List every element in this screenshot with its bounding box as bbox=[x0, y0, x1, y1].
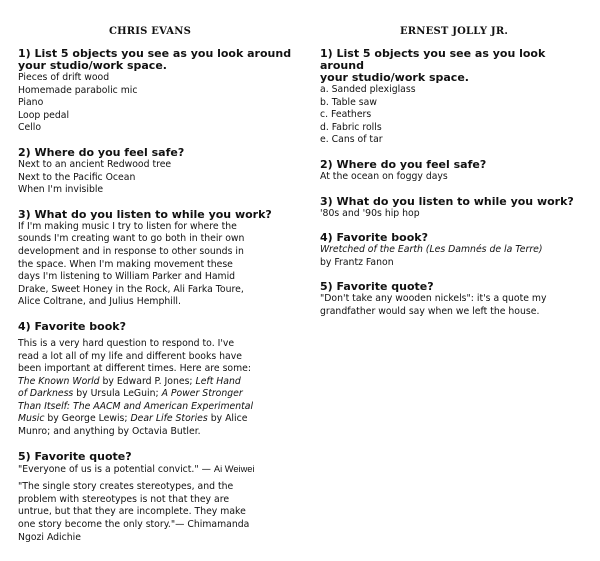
right-column bbox=[320, 0, 588, 319]
book-title: Left Hand of Darkness bbox=[18, 375, 241, 400]
answer-text: At the ocean on foggy days bbox=[320, 170, 448, 182]
book-title-text: Wretched of the Earth (Les Damnés de la Terre) bbox=[320, 244, 543, 256]
quote-author: Ai Weiwei bbox=[213, 463, 255, 474]
question-1: 1) List 5 objects you see as you look around your studio/work space. bbox=[18, 47, 292, 72]
answer-item: Loop pedal bbox=[18, 109, 70, 121]
answer-line: Next to the Pacific Ocean bbox=[18, 171, 136, 183]
answer-item: a. Sanded plexiglass bbox=[320, 84, 416, 95]
answer-item: Homemade parabolic mic bbox=[18, 84, 138, 96]
answer-line: When I'm invisible bbox=[18, 184, 104, 196]
question-4: 4) Favorite book? bbox=[18, 319, 126, 333]
book-title: Dear Life Stories bbox=[130, 413, 208, 425]
book-title: The Known World bbox=[18, 375, 100, 387]
answer-text: '80s and '90s hip hop bbox=[320, 207, 420, 219]
answer-item: d. Fabric rolls bbox=[320, 121, 382, 133]
question-3: 3) What do you listen to while you work? bbox=[320, 194, 574, 208]
question-1: 1) List 5 objects you see as you look around your studio/work space. bbox=[320, 47, 546, 84]
left-column bbox=[18, 0, 298, 544]
answer-item: c. Feathers bbox=[320, 109, 372, 121]
quote-text: "Everyone of us is a potential convict." — bbox=[18, 463, 214, 475]
question-3: 3) What do you listen to while you work? bbox=[18, 207, 272, 221]
book-answer bbox=[18, 338, 298, 439]
question-4: 4) Favorite book? bbox=[320, 231, 428, 245]
book-intro: This is a very hard question to respond to. I've read a lot all of my life and different books have been important at different times. Here are some: bbox=[18, 337, 252, 375]
quote: "Don't take any wooden nickels": it's a quote my grandfather would say when we left the house. bbox=[320, 293, 547, 317]
answer-item: e. Cans of tar bbox=[320, 134, 383, 146]
answer-item: Pieces of drift wood bbox=[18, 72, 110, 83]
quote bbox=[18, 463, 298, 477]
person-name: ERNEST JOLLY JR. bbox=[399, 26, 509, 37]
answer-item: Cello bbox=[18, 122, 42, 134]
book-title: A Power Stronger Than Itself: The AACM and American Experimental Music bbox=[18, 388, 254, 425]
answer-line: Next to an ancient Redwood tree bbox=[18, 158, 172, 170]
book-author: by George Lewis; bbox=[44, 413, 131, 425]
answer-text: If I'm making music I try to listen for where the sounds I'm creating want to go both in their own development and in response to other sounds in the space. When I'm making movement these days I'm listening to William Parker and Hamid Drake, Sweet Honey in the Rock, Ali Farka Toure, Alice Coltrane, and Julius Hemphill. bbox=[18, 220, 245, 308]
question-2: 2) Where do you feel safe? bbox=[18, 145, 185, 159]
question-5: 5) Favorite quote? bbox=[320, 280, 434, 294]
quote: "The single story creates stereotypes, and the problem with stereotypes is not that they are untrue, but that they are incomplete. They make one story become the only story."— Chimamanda Ngozi Adichie bbox=[18, 481, 250, 543]
book-author: by Edward P. Jones; bbox=[99, 375, 196, 387]
question-2: 2) Where do you feel safe? bbox=[320, 157, 487, 171]
answer-item: b. Table saw bbox=[320, 96, 377, 108]
book-author: by Alice Munro; and anything by Octavia Butler. bbox=[18, 413, 248, 438]
person-name: CHRIS EVANS bbox=[108, 26, 192, 37]
question-5: 5) Favorite quote? bbox=[18, 449, 132, 463]
book-author: by Frantz Fanon bbox=[320, 256, 394, 268]
book-author: by Ursula LeGuin; bbox=[73, 388, 162, 400]
book-title bbox=[320, 244, 588, 257]
answer-item: Piano bbox=[18, 97, 44, 109]
